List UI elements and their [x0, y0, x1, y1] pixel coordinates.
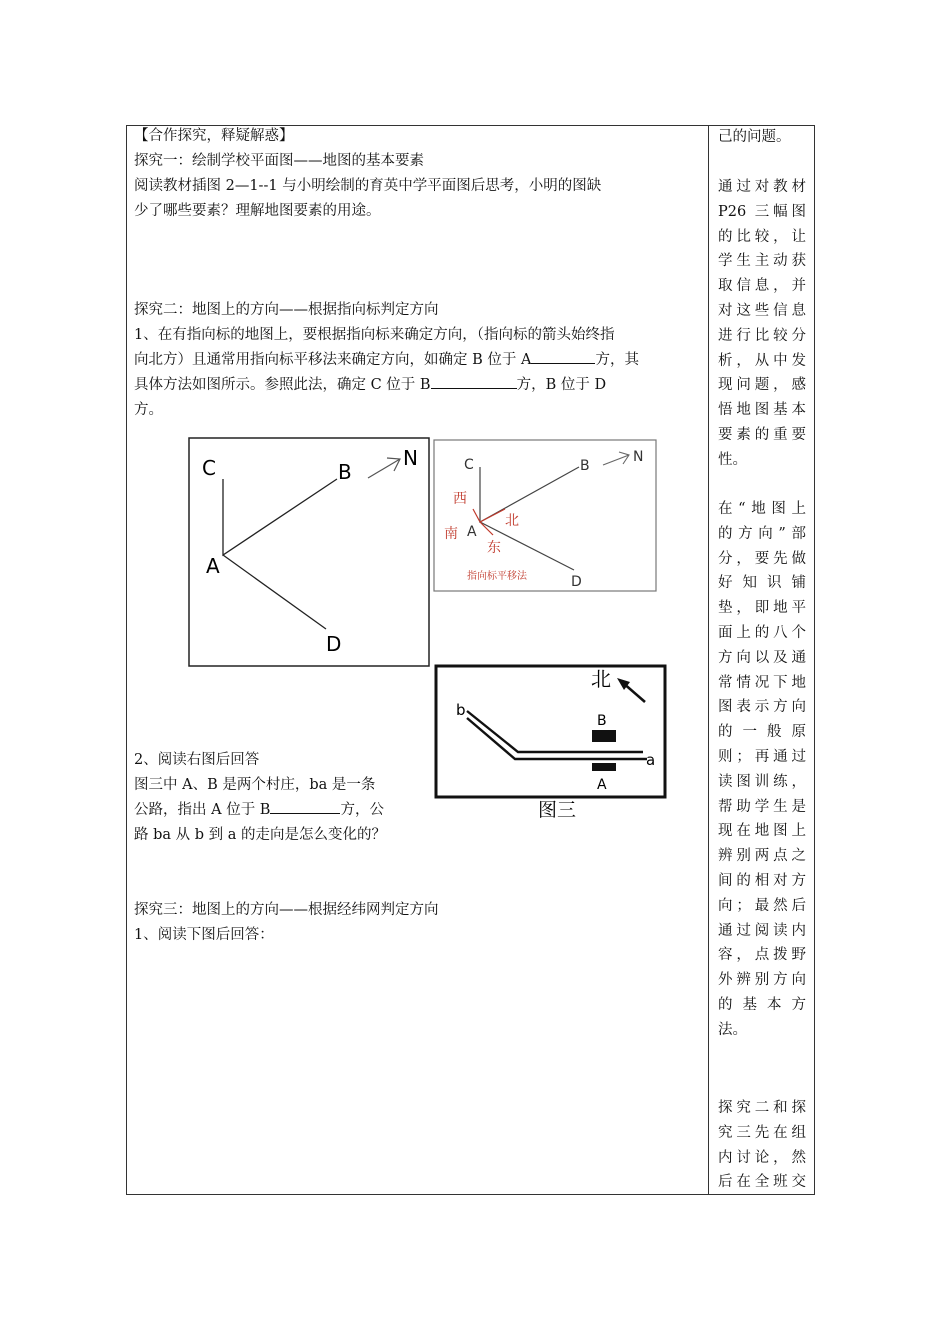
inquiry3-line1: 1、阅读下图后回答：	[134, 927, 274, 943]
answer-blank-3[interactable]	[270, 799, 340, 814]
note-line: 后在全班交	[718, 1174, 806, 1191]
answer-blank-1[interactable]	[531, 349, 595, 364]
column-divider	[708, 125, 709, 1195]
note-line: 探究二和探	[718, 1100, 806, 1116]
note-line: 内讨论，然	[718, 1149, 806, 1166]
fig3-label-north: 北	[591, 667, 611, 691]
note-line: 析，从中发	[718, 352, 806, 369]
note-line: 对这些信息	[718, 302, 806, 319]
fig3-label-road-a: a	[646, 751, 656, 769]
fig3-label-village-b: B	[597, 713, 607, 729]
note-line: 在“地图上	[718, 501, 806, 517]
note-line: 垫，即地平	[718, 600, 806, 617]
teaching-note-3	[718, 1096, 806, 1195]
fig2-caption: 指向标平移法	[467, 571, 527, 582]
inquiry2-q2-line2-b: 方，公	[340, 802, 384, 818]
inquiry2-q2-line1: 图三中 A、B 是两个村庄，ba 是一条	[134, 777, 376, 793]
inquiry1-text-line1: 阅读教材插图 2—1--1 与小明绘制的育英中学平面图后思考，小明的图缺	[134, 178, 602, 194]
note-line: 的方向”部	[718, 525, 806, 542]
fig3-caption: 图三	[538, 799, 577, 821]
fig1-label-b: B	[338, 460, 352, 484]
fig1-label-a: A	[206, 554, 220, 578]
note-line: 分，要先做	[718, 550, 806, 567]
note-line: 通过阅读内	[718, 922, 806, 939]
note-line: 辨别两点之	[718, 848, 806, 865]
note-line: 向；最然后	[718, 897, 806, 914]
inquiry2-p1-line2-b: 方，其	[595, 352, 639, 368]
village-b-marker	[592, 730, 616, 742]
fig2-label-d: D	[571, 574, 582, 590]
fig2-dir-west: 西	[453, 491, 467, 507]
fig2-label-c: C	[464, 457, 474, 473]
note-line: 图表示方向	[718, 699, 806, 716]
figure-three-road-map	[433, 662, 671, 822]
note-line: 己的问题。	[718, 129, 791, 145]
note-line: 面上的八个	[718, 624, 806, 641]
inquiry2-p1-line3-b: 方，B 位于 D	[516, 377, 607, 393]
section-header: 【合作探究，释疑解惑】	[134, 128, 294, 144]
note-line: 现在地图上	[718, 823, 806, 840]
inquiry2-p1-line3-a: 具体方法如图所示。参照此法，确定 C 位于 B	[134, 377, 431, 393]
teaching-note-top	[718, 125, 806, 150]
note-line: 现问题，感	[718, 377, 806, 394]
teaching-note-1	[718, 175, 806, 473]
inquiry2-q2-line3: 路 ba 从 b 到 a 的走向是怎么变化的？	[134, 827, 387, 843]
figure-translation-method	[433, 439, 659, 594]
inquiry1-text-line2: 少了哪些要素？理解地图要素的用途。	[134, 203, 381, 219]
answer-blank-2[interactable]	[431, 374, 517, 389]
note-line: 好 知 识 铺	[718, 575, 806, 592]
inquiry2-p1-line3	[134, 373, 606, 397]
note-line: 容，点拨野	[718, 947, 806, 964]
note-line: 通过对教材	[718, 179, 806, 195]
teaching-note-2	[718, 497, 806, 1043]
note-line: 要素的重要	[718, 426, 806, 443]
note-line: 的 基 本 方	[718, 996, 806, 1013]
inquiry2-q2-line2-a: 公路，指出 A 位于 B	[134, 802, 271, 818]
fig2-dir-east: 东	[487, 540, 501, 556]
note-line: 则；再通过	[718, 748, 806, 765]
inquiry2-p1-line2	[134, 348, 639, 372]
note-line: 进行比较分	[718, 327, 806, 344]
inquiry2-p1-line2-a: 向北方）且通常用指向标平移法来确定方向，如确定 B 位于 A	[134, 352, 532, 368]
note-line: 的比较，让	[718, 228, 806, 245]
fig2-label-n: N	[633, 449, 644, 465]
note-line: P26 三幅图	[718, 203, 806, 220]
note-line: 帮助学生是	[718, 798, 806, 815]
inquiry2-p1-line1: 1、在有指向标的地图上，要根据指向标来确定方向，（指向标的箭头始终指	[134, 327, 615, 343]
note-line: 究三先在组	[718, 1124, 806, 1141]
note-line: 常情况下地	[718, 674, 806, 691]
fig3-label-village-a: A	[597, 777, 607, 793]
inquiry3-title: 探究三：地图上的方向——根据经纬网判定方向	[134, 902, 439, 918]
inquiry2-title: 探究二：地图上的方向——根据指向标判定方向	[134, 302, 439, 318]
fig2-label-a: A	[467, 524, 477, 540]
note-line: 的 一 般 原	[718, 724, 806, 741]
inquiry1-title: 探究一：绘制学校平面图——地图的基本要素	[134, 153, 424, 169]
note-line: 性。	[718, 451, 747, 468]
fig1-label-d: D	[326, 632, 342, 656]
note-line: 间的相对方	[718, 872, 806, 889]
fig1-label-c: C	[202, 456, 216, 480]
note-line: 法。	[718, 1021, 747, 1038]
note-line: 读图训练，	[718, 773, 806, 790]
inquiry2-q2-title: 2、阅读右图后回答	[134, 752, 260, 768]
figure-direction-diagram	[188, 437, 432, 669]
fig1-label-n: N	[403, 446, 418, 470]
fig2-dir-south: 南	[444, 526, 458, 542]
fig3-label-road-b: b	[456, 701, 466, 719]
note-line: 取信息，并	[718, 278, 806, 295]
note-line: 外辨别方向	[718, 972, 806, 989]
fig2-dir-north: 北	[505, 513, 519, 529]
village-a-marker	[592, 763, 616, 771]
inquiry2-q2-line2	[134, 798, 384, 822]
note-line: 悟地图基本	[718, 402, 806, 419]
fig2-label-b: B	[580, 458, 590, 474]
note-line: 学生主动获	[718, 253, 806, 270]
note-line: 方向以及通	[718, 649, 806, 666]
inquiry2-p1-line4: 方。	[134, 402, 163, 418]
